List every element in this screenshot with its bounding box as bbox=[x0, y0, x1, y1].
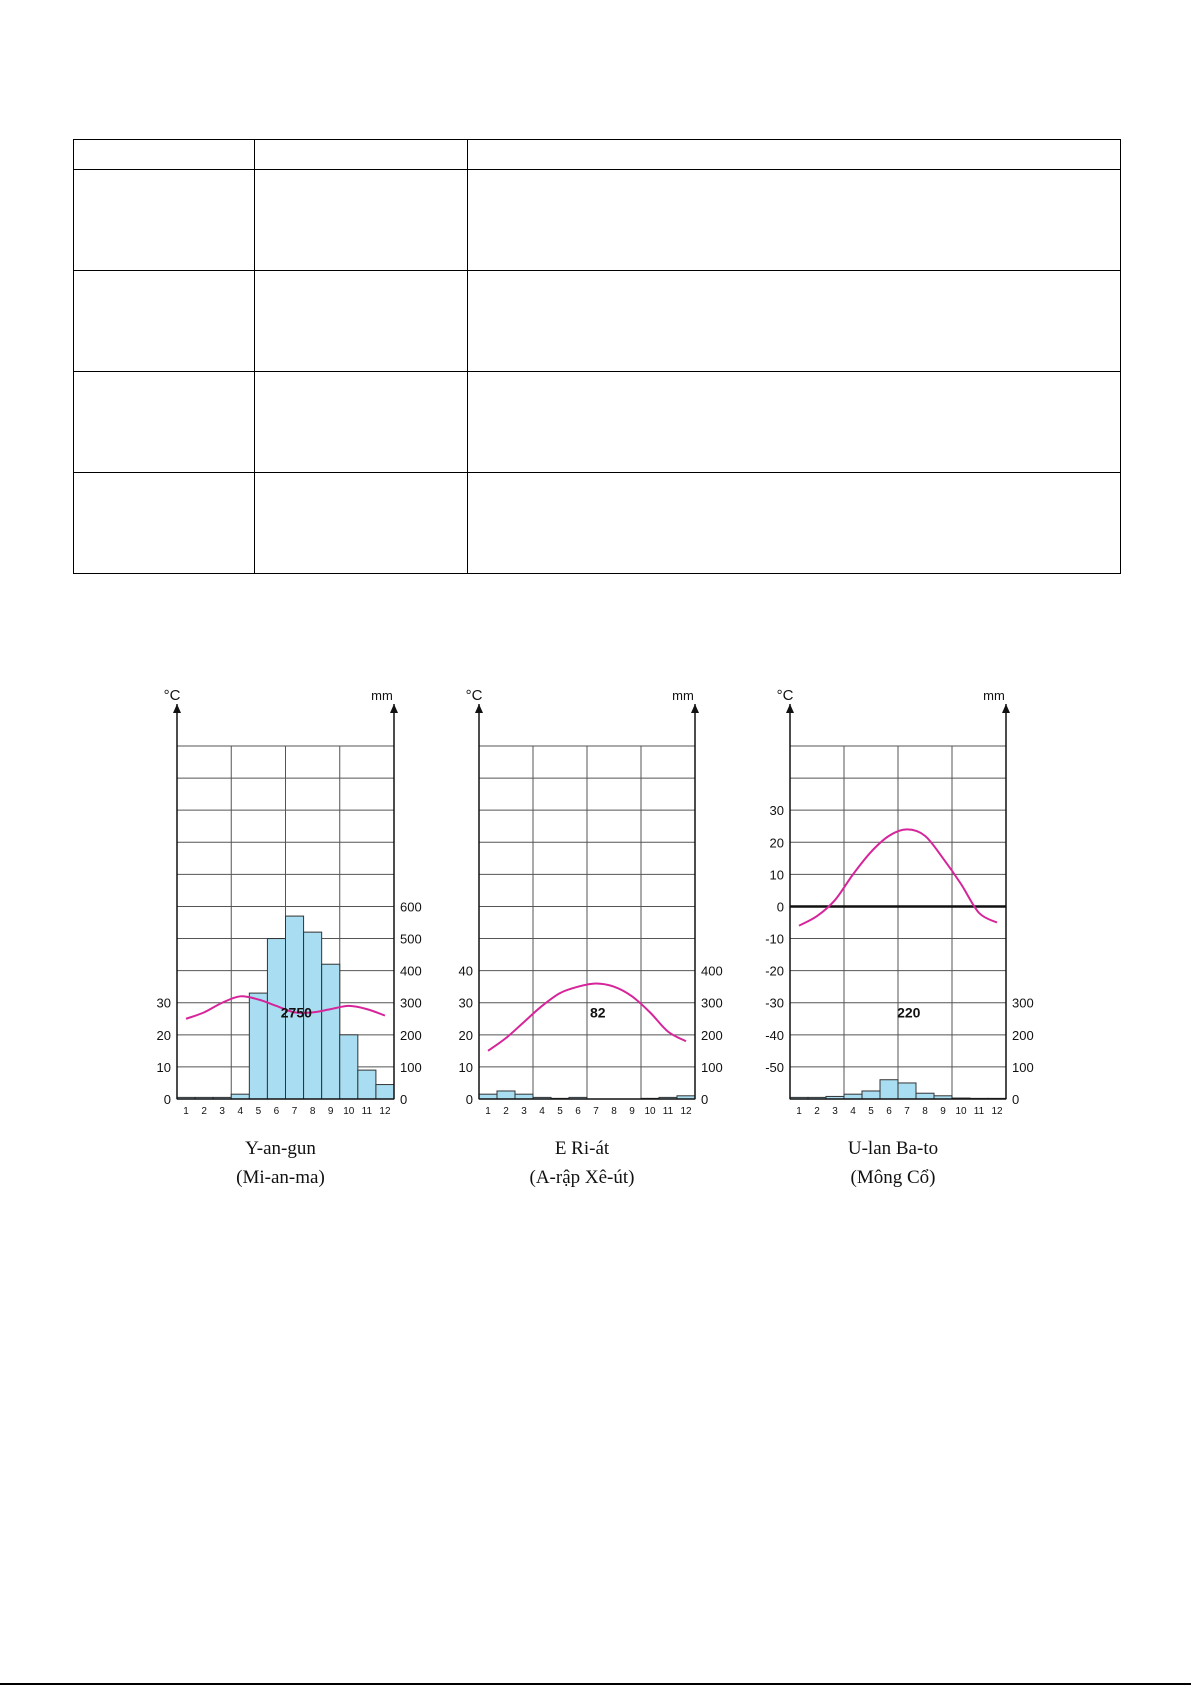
temperature-tick-label: -30 bbox=[765, 995, 784, 1011]
month-tick-label: 2 bbox=[814, 1106, 820, 1117]
temperature-tick-label: 30 bbox=[156, 995, 171, 1011]
temperature-tick-label: 0 bbox=[776, 899, 784, 915]
month-tick-label: 9 bbox=[940, 1106, 946, 1117]
total-rainfall-label: 220 bbox=[897, 1004, 921, 1021]
month-tick-label: 7 bbox=[904, 1106, 910, 1117]
month-tick-label: 7 bbox=[291, 1106, 298, 1117]
month-tick-label: 12 bbox=[680, 1106, 692, 1117]
month-tick-label: 4 bbox=[237, 1106, 244, 1117]
temperature-tick-label: 20 bbox=[458, 1027, 473, 1043]
rainfall-bar bbox=[249, 993, 267, 1099]
total-rainfall-label: 82 bbox=[590, 1004, 606, 1021]
month-tick-label: 1 bbox=[485, 1106, 491, 1117]
month-tick-label: 9 bbox=[327, 1106, 334, 1117]
month-tick-label: 8 bbox=[611, 1106, 617, 1117]
rainfall-tick-label: 500 bbox=[400, 931, 422, 947]
temperature-tick-label: 10 bbox=[458, 1059, 473, 1075]
rainfall-bar bbox=[376, 1085, 394, 1099]
rainfall-unit-label: mm bbox=[371, 688, 393, 703]
temperature-axis-arrow bbox=[475, 704, 483, 713]
rainfall-tick-label: 600 bbox=[400, 899, 422, 915]
rainfall-bar bbox=[340, 1035, 358, 1099]
rainfall-unit-label: mm bbox=[983, 688, 1005, 703]
month-tick-label: 11 bbox=[662, 1106, 674, 1117]
station-name: E Ri-át bbox=[554, 1138, 610, 1159]
temperature-tick-label: 20 bbox=[156, 1027, 171, 1043]
rainfall-bar bbox=[898, 1083, 916, 1099]
station-name: Y-an-gun bbox=[245, 1138, 316, 1159]
rainfall-unit-label: mm bbox=[672, 688, 694, 703]
month-tick-label: 6 bbox=[575, 1106, 581, 1117]
temperature-tick-label: 20 bbox=[769, 835, 784, 851]
country-name: (A-rập Xê-út) bbox=[529, 1167, 635, 1188]
temperature-tick-label: -50 bbox=[765, 1059, 784, 1075]
rainfall-tick-label: 400 bbox=[701, 963, 723, 979]
temperature-unit-label: °C bbox=[465, 687, 483, 704]
rainfall-tick-label: 200 bbox=[400, 1027, 422, 1043]
rainfall-tick-label: 400 bbox=[400, 963, 422, 979]
month-tick-label: 11 bbox=[361, 1106, 373, 1117]
temperature-tick-label: 0 bbox=[163, 1092, 171, 1107]
rainfall-bar bbox=[497, 1091, 515, 1099]
month-tick-label: 10 bbox=[955, 1106, 967, 1117]
temperature-unit-label: °C bbox=[776, 687, 794, 704]
rainfall-tick-label: 0 bbox=[1012, 1092, 1020, 1107]
month-tick-label: 4 bbox=[850, 1106, 856, 1117]
month-tick-label: 6 bbox=[273, 1106, 280, 1117]
rainfall-bar bbox=[358, 1070, 376, 1099]
rainfall-tick-label: 0 bbox=[701, 1092, 709, 1107]
month-tick-label: 1 bbox=[183, 1106, 189, 1117]
temperature-tick-label: -20 bbox=[765, 963, 784, 979]
temperature-tick-label: -10 bbox=[765, 931, 784, 947]
rainfall-bar bbox=[916, 1093, 934, 1099]
month-tick-label: 2 bbox=[503, 1106, 509, 1117]
month-tick-label: 3 bbox=[219, 1106, 225, 1117]
total-rainfall-label: 2750 bbox=[280, 1004, 312, 1021]
month-tick-label: 12 bbox=[379, 1106, 391, 1117]
month-tick-label: 3 bbox=[832, 1106, 838, 1117]
rainfall-tick-label: 300 bbox=[1012, 995, 1034, 1011]
month-tick-label: 4 bbox=[539, 1106, 545, 1117]
month-tick-label: 8 bbox=[922, 1106, 928, 1117]
month-tick-label: 3 bbox=[521, 1106, 527, 1117]
temperature-tick-label: 10 bbox=[769, 867, 784, 883]
temperature-tick-label: 30 bbox=[769, 803, 784, 819]
rainfall-bar bbox=[880, 1080, 898, 1099]
rainfall-bar bbox=[322, 964, 340, 1099]
month-tick-label: 10 bbox=[644, 1106, 656, 1117]
month-tick-label: 5 bbox=[255, 1106, 262, 1117]
month-tick-label: 5 bbox=[557, 1106, 563, 1117]
rainfall-tick-label: 300 bbox=[701, 995, 723, 1011]
temperature-unit-label: °C bbox=[163, 687, 181, 704]
temperature-tick-label: 0 bbox=[465, 1092, 473, 1107]
month-tick-label: 9 bbox=[629, 1106, 635, 1117]
rainfall-bar bbox=[862, 1091, 880, 1099]
temperature-tick-label: 30 bbox=[458, 995, 473, 1011]
temperature-tick-label: 10 bbox=[156, 1059, 171, 1075]
rainfall-tick-label: 200 bbox=[1012, 1027, 1034, 1043]
rainfall-axis-arrow bbox=[390, 704, 398, 713]
rainfall-tick-label: 100 bbox=[701, 1059, 723, 1075]
rainfall-tick-label: 0 bbox=[400, 1092, 408, 1107]
month-tick-label: 8 bbox=[309, 1106, 316, 1117]
temperature-tick-label: -40 bbox=[765, 1027, 784, 1043]
temperature-axis-arrow bbox=[173, 704, 181, 713]
month-tick-label: 5 bbox=[868, 1106, 874, 1117]
rainfall-axis-arrow bbox=[1002, 704, 1010, 713]
month-tick-label: 7 bbox=[593, 1106, 599, 1117]
temperature-axis-arrow bbox=[786, 704, 794, 713]
month-tick-label: 10 bbox=[343, 1106, 355, 1117]
month-tick-label: 6 bbox=[886, 1106, 892, 1117]
temperature-tick-label: 40 bbox=[458, 963, 473, 979]
country-name: (Mông Cổ) bbox=[850, 1167, 936, 1188]
rainfall-tick-label: 200 bbox=[701, 1027, 723, 1043]
station-name: U-lan Ba-to bbox=[847, 1138, 939, 1159]
country-name: (Mi-an-ma) bbox=[236, 1167, 325, 1188]
month-tick-label: 11 bbox=[973, 1106, 985, 1117]
rainfall-axis-arrow bbox=[691, 704, 699, 713]
month-tick-label: 12 bbox=[991, 1106, 1003, 1117]
rainfall-tick-label: 100 bbox=[400, 1059, 422, 1075]
rainfall-tick-label: 100 bbox=[1012, 1059, 1034, 1075]
rainfall-tick-label: 300 bbox=[400, 995, 422, 1011]
month-tick-label: 1 bbox=[796, 1106, 802, 1117]
month-tick-label: 2 bbox=[201, 1106, 207, 1117]
